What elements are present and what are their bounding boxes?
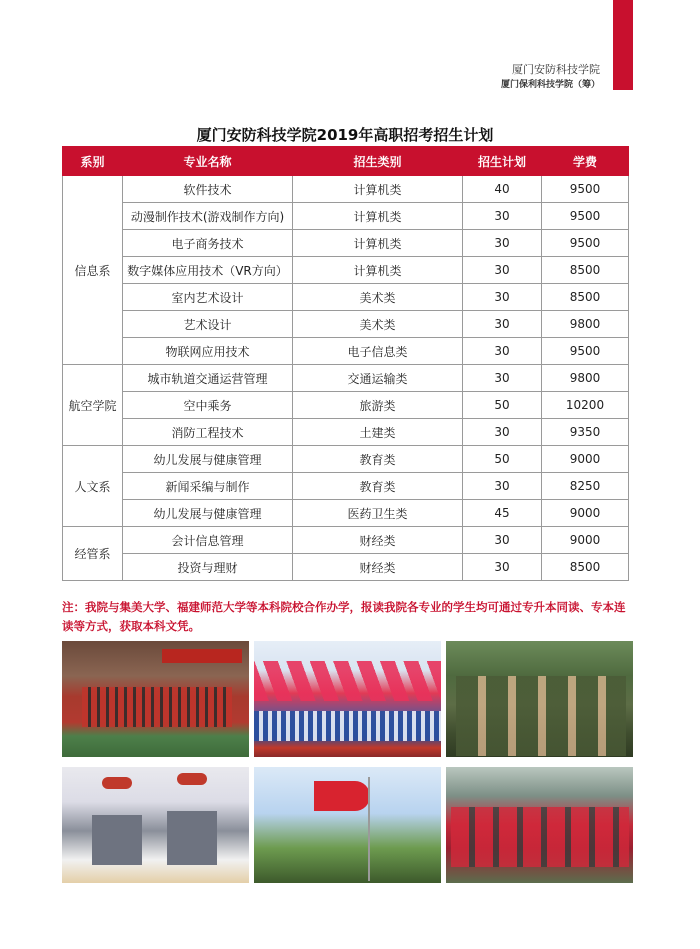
- table-row: [63, 284, 629, 311]
- quota-cell: 30: [463, 311, 542, 338]
- table-row: [63, 527, 629, 554]
- photo-students-formation: [62, 641, 249, 757]
- page-title: 厦门安防科技学院2019年高职招考招生计划: [196, 126, 494, 144]
- tuition-cell: 9800: [542, 365, 629, 392]
- tuition-cell: 9000: [542, 500, 629, 527]
- header-category: 招生类别: [293, 147, 463, 176]
- quota-cell: 30: [463, 257, 542, 284]
- quota-cell: 40: [463, 176, 542, 203]
- category-cell: 美术类: [293, 311, 463, 338]
- major-cell: 艺术设计: [123, 311, 293, 338]
- quota-cell: 30: [463, 473, 542, 500]
- corner-accent-bar: [613, 0, 633, 90]
- tuition-cell: 9000: [542, 527, 629, 554]
- table-row: [63, 392, 629, 419]
- quota-cell: 30: [463, 338, 542, 365]
- header-dept: 系别: [63, 147, 123, 176]
- category-cell: 计算机类: [293, 203, 463, 230]
- category-cell: 医药卫生类: [293, 500, 463, 527]
- quota-cell: 30: [463, 230, 542, 257]
- table-row: [63, 446, 629, 473]
- dept-cell: 经管系: [63, 527, 123, 581]
- table-header-row: [63, 147, 629, 176]
- table-row: [63, 176, 629, 203]
- tuition-cell: 8500: [542, 554, 629, 581]
- header-school-name: 厦门安防科技学院: [512, 63, 600, 76]
- quota-cell: 30: [463, 419, 542, 446]
- photo-cadets-salute: [446, 641, 633, 757]
- category-cell: 土建类: [293, 419, 463, 446]
- table-row: [63, 203, 629, 230]
- header-block: [501, 62, 600, 92]
- category-cell: 计算机类: [293, 257, 463, 284]
- category-cell: 教育类: [293, 473, 463, 500]
- table-row: [63, 500, 629, 527]
- table-body: [63, 176, 629, 581]
- quota-cell: 45: [463, 500, 542, 527]
- major-cell: 动漫制作技术(游戏制作方向): [123, 203, 293, 230]
- tuition-cell: 8500: [542, 284, 629, 311]
- header-tuition: 学费: [542, 147, 629, 176]
- tuition-cell: 9500: [542, 203, 629, 230]
- quota-cell: 30: [463, 284, 542, 311]
- major-cell: 空中乘务: [123, 392, 293, 419]
- table-row: [63, 311, 629, 338]
- major-cell: 幼儿发展与健康管理: [123, 500, 293, 527]
- tuition-cell: 9500: [542, 338, 629, 365]
- header-school-subname: 厦门保利科技学院（筹）: [500, 80, 600, 90]
- major-cell: 幼儿发展与健康管理: [123, 446, 293, 473]
- major-cell: 会计信息管理: [123, 527, 293, 554]
- major-cell: 电子商务技术: [123, 230, 293, 257]
- major-cell: 投资与理财: [123, 554, 293, 581]
- category-cell: 美术类: [293, 284, 463, 311]
- photo-flag-parade: [254, 641, 441, 757]
- photo-grid: [62, 641, 633, 883]
- category-cell: 计算机类: [293, 176, 463, 203]
- category-cell: 电子信息类: [293, 338, 463, 365]
- tuition-cell: 9000: [542, 446, 629, 473]
- photo-flight-attendants: [62, 767, 249, 883]
- table-row: [63, 419, 629, 446]
- dept-cell: 航空学院: [63, 365, 123, 446]
- category-cell: 财经类: [293, 527, 463, 554]
- tuition-cell: 9500: [542, 176, 629, 203]
- table-row: [63, 230, 629, 257]
- tuition-cell: 10200: [542, 392, 629, 419]
- quota-cell: 30: [463, 203, 542, 230]
- major-cell: 城市轨道交通运营管理: [123, 365, 293, 392]
- category-cell: 交通运输类: [293, 365, 463, 392]
- photo-flag-raising: [254, 767, 441, 883]
- category-cell: 财经类: [293, 554, 463, 581]
- major-cell: 软件技术: [123, 176, 293, 203]
- category-cell: 教育类: [293, 446, 463, 473]
- major-cell: 物联网应用技术: [123, 338, 293, 365]
- header-quota: 招生计划: [463, 147, 542, 176]
- major-cell: 新闻采编与制作: [123, 473, 293, 500]
- table-row: [63, 257, 629, 284]
- photo-tug-of-war: [446, 767, 633, 883]
- major-cell: 数字媒体应用技术（VR方向）: [123, 257, 293, 284]
- dept-cell: 信息系: [63, 176, 123, 365]
- quota-cell: 30: [463, 554, 542, 581]
- dept-cell: 人文系: [63, 446, 123, 527]
- header-major: 专业名称: [123, 147, 293, 176]
- tuition-cell: 8250: [542, 473, 629, 500]
- tuition-cell: 8500: [542, 257, 629, 284]
- enrollment-table: [62, 146, 629, 581]
- category-cell: 计算机类: [293, 230, 463, 257]
- table-row: [63, 365, 629, 392]
- table-row: [63, 338, 629, 365]
- quota-cell: 30: [463, 527, 542, 554]
- quota-cell: 50: [463, 392, 542, 419]
- category-cell: 旅游类: [293, 392, 463, 419]
- major-cell: 室内艺术设计: [123, 284, 293, 311]
- tuition-cell: 9350: [542, 419, 629, 446]
- footnote: 注：我院与集美大学、福建师范大学等本科院校合作办学，报读我院各专业的学生均可通过专升本同读、专本连读等方式，获取本科文凭。: [62, 600, 626, 633]
- table-row: [63, 473, 629, 500]
- table-row: [63, 554, 629, 581]
- tuition-cell: 9800: [542, 311, 629, 338]
- major-cell: 消防工程技术: [123, 419, 293, 446]
- quota-cell: 50: [463, 446, 542, 473]
- quota-cell: 30: [463, 365, 542, 392]
- tuition-cell: 9500: [542, 230, 629, 257]
